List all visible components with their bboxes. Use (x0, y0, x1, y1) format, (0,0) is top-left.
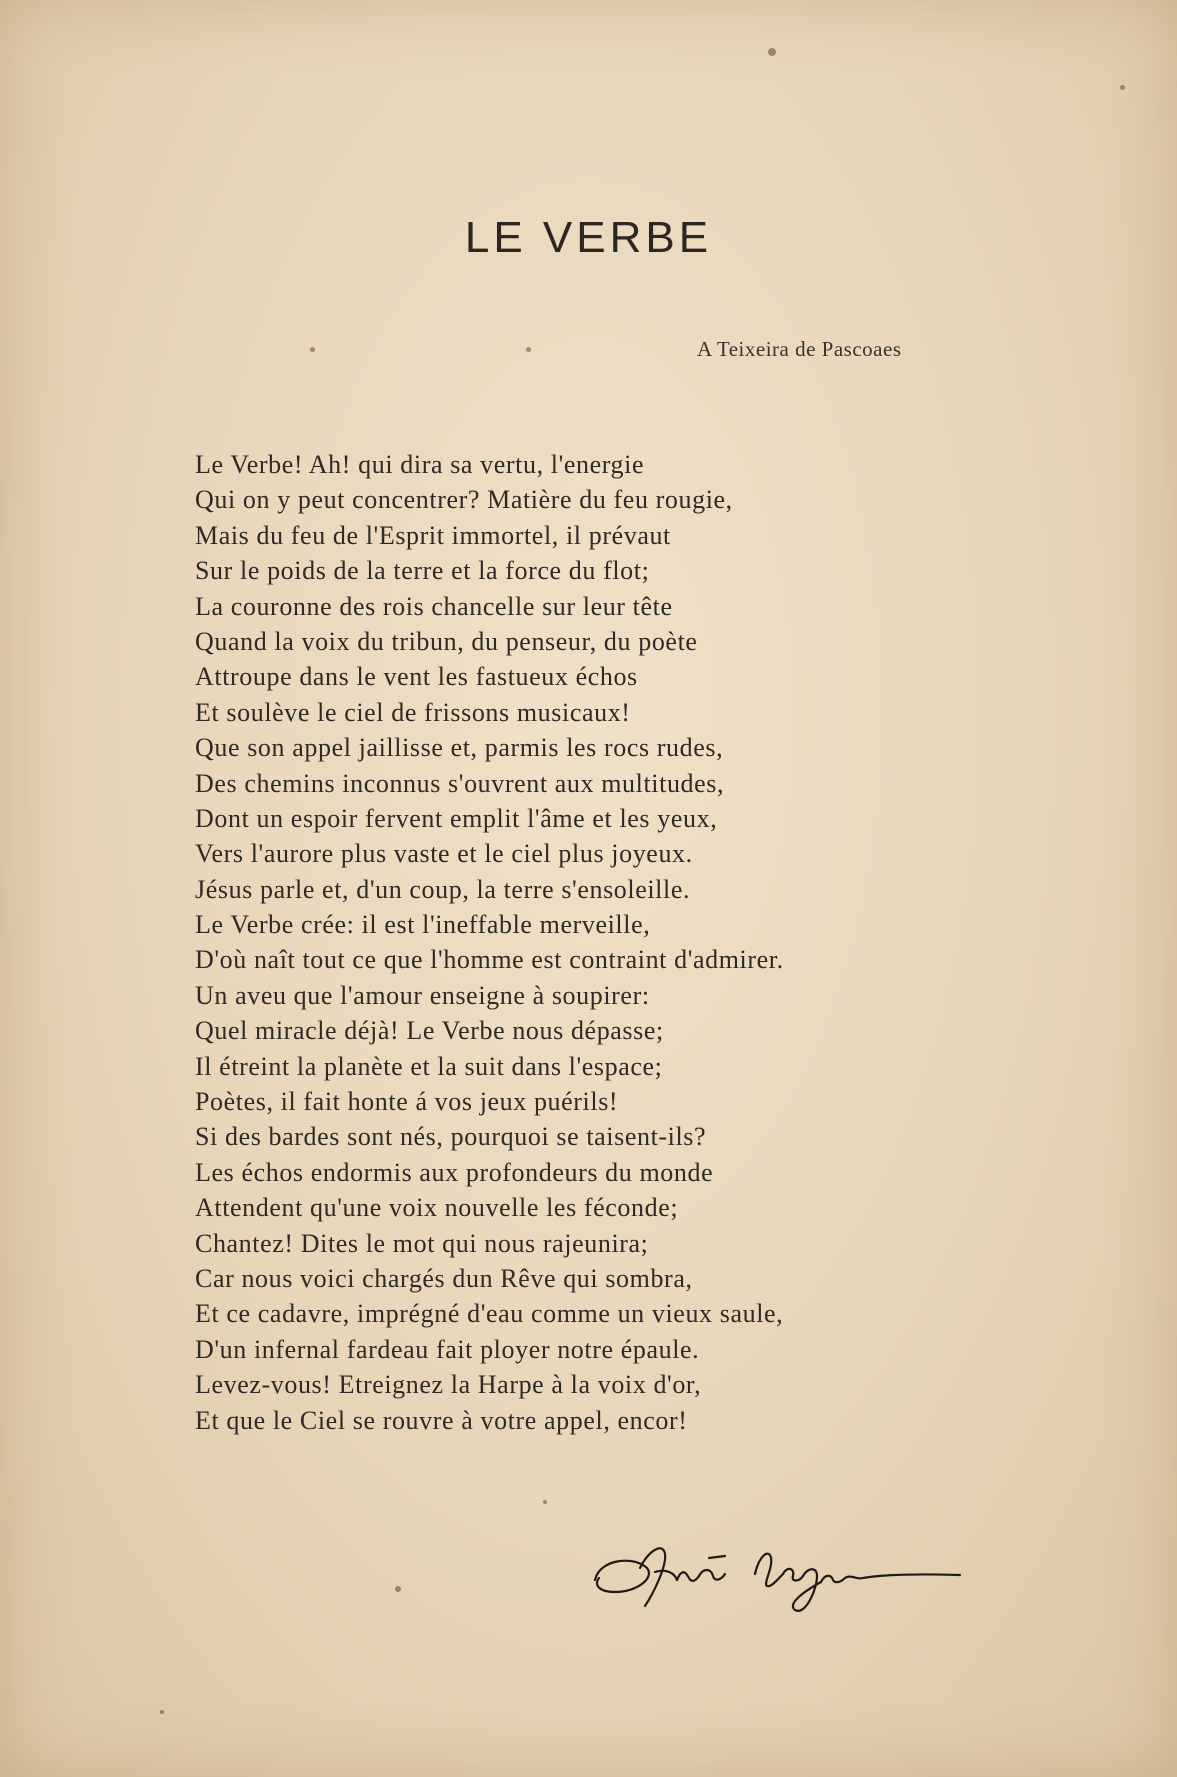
poem-verse: Vers l'aurore plus vaste et le ciel plus joyeux. (195, 839, 693, 869)
poem-title: LE VERBE (464, 213, 713, 262)
poem-verse: Quand la voix du tribun, du penseur, du poète (195, 626, 698, 656)
poem-verse: Mais du feu de l'Esprit immortel, il prévaut (195, 520, 671, 550)
ink-spot (1120, 85, 1125, 90)
poem-verse: Le Verbe! Ah! qui dira sa vertu, l'energie (195, 450, 645, 479)
poem-verse: Et ce cadavre, imprégné d'eau comme un vieux saule, (195, 1299, 784, 1329)
ink-spot (310, 347, 315, 352)
poem-verse: Qui on y peut concentrer? Matière du feu rougie, (195, 485, 733, 515)
poem-verse: Jésus parle et, d'un coup, la terre s'ensoleille. (195, 874, 691, 904)
ink-spot (543, 1500, 547, 1504)
poem-verse: Le Verbe crée: il est l'ineffable merveille, (195, 910, 651, 940)
signature (585, 1520, 985, 1620)
poem-verse: Attendent qu'une voix nouvelle les féconde; (195, 1193, 679, 1223)
poem-verse: Les échos endormis aux profondeurs du monde (195, 1157, 714, 1187)
dedication: A Teixeira de Pascoaes (697, 337, 902, 361)
poem-verse: Dont un espoir fervent emplit l'âme et les yeux, (195, 803, 718, 833)
poem-verse: Si des bardes sont nés, pourquoi se taisent-ils? (195, 1122, 707, 1152)
poem-verse: Sur le poids de la terre et la force du flot; (195, 556, 650, 586)
poem-verse: Poètes, il fait honte á vos jeux puérils! (195, 1087, 619, 1117)
poem-verse: La couronne des rois chancelle sur leur tête (195, 591, 673, 621)
poem-verse: Et que le Ciel se rouvre à votre appel, encor! (195, 1405, 688, 1435)
poem-verse: Que son appel jaillisse et, parmis les rocs rudes, (195, 733, 724, 763)
poem-verse: Des chemins inconnus s'ouvrent aux multitudes, (195, 768, 725, 798)
poem-verse: Chantez! Dites le mot qui nous rajeunira; (195, 1228, 649, 1258)
poem-verse: D'un infernal fardeau fait ployer notre épaule. (195, 1334, 700, 1364)
poem-verse: Quel miracle déjà! Le Verbe nous dépasse; (195, 1016, 664, 1046)
ink-spot (526, 347, 531, 352)
ink-spot (768, 48, 776, 56)
poem-verse: D'où naît tout ce que l'homme est contraint d'admirer. (195, 945, 784, 975)
poem-verse: Un aveu que l'amour enseigne à soupirer: (195, 980, 650, 1010)
poem-verse: Car nous voici chargés dun Rêve qui sombra, (195, 1263, 693, 1293)
poem-verse: Attroupe dans le vent les fastueux échos (195, 662, 638, 692)
poem-verse: Il étreint la planète et la suit dans l'espace; (195, 1051, 663, 1081)
poem-verse: Levez-vous! Etreignez la Harpe à la voix d'or, (195, 1370, 702, 1400)
ink-spot (395, 1586, 401, 1592)
poem-verse: Et soulève le ciel de frissons musicaux! (195, 697, 631, 727)
ink-spot (160, 1710, 164, 1714)
poem-body (195, 447, 955, 1438)
